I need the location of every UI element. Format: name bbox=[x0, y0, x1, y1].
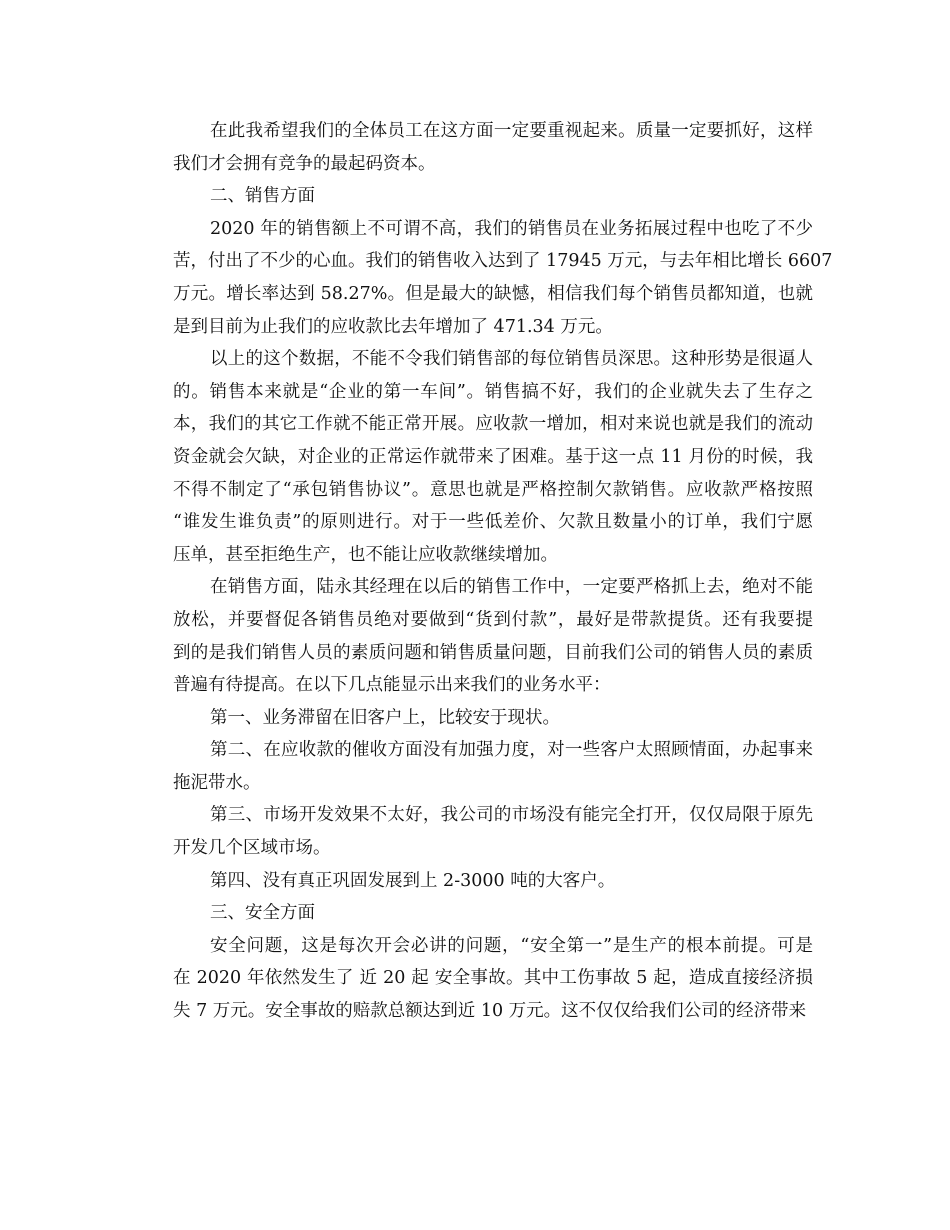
text-line: 在 2020 年依然发生了 近 20 起 安全事故。其中工伤事故 5 起，造成直接经济损 bbox=[173, 968, 813, 989]
paragraph bbox=[138, 734, 813, 799]
text-line: 不得不制定了“承包销售协议”。意思也就是严格控制欠款销售。应收款严格按照 bbox=[173, 479, 813, 500]
text-line: 安全问题，这是每次开会必讲的问题，“安全第一”是生产的根本前提。可是 bbox=[210, 935, 813, 956]
text-line: 苦，付出了不少的心血。我们的销售收入达到了 17945 万元，与去年相比增长 6607 bbox=[173, 251, 833, 272]
text-line: “谁发生谁负责”的原则进行。对于一些低差价、欠款且数量小的订单，我们宁愿 bbox=[173, 512, 813, 533]
text-line: 三、安全方面 bbox=[210, 903, 315, 924]
paragraph bbox=[138, 213, 833, 343]
section-heading bbox=[138, 897, 813, 930]
text-line: 第二、在应收款的催收方面没有加强力度，对一些客户太照顾情面，办起事来 bbox=[210, 740, 813, 761]
text-line: 本，我们的其它工作就不能正常开展。应收款一增加，相对来说也就是我们的流动 bbox=[173, 414, 813, 435]
paragraph bbox=[138, 799, 813, 864]
paragraph bbox=[138, 930, 813, 1028]
text-line: 第三、市场开发效果不太好，我公司的市场没有能完全打开，仅仅局限于原先 bbox=[210, 805, 813, 826]
section-heading bbox=[138, 180, 813, 213]
text-line: 压单，甚至拒绝生产，也不能让应收款继续增加。 bbox=[173, 544, 558, 565]
text-line: 拖泥带水。 bbox=[173, 772, 261, 793]
text-line: 的。销售本来就是“企业的第一车间”。销售搞不好，我们的企业就失去了生存之 bbox=[173, 381, 813, 402]
text-line: 放松，并要督促各销售员绝对要做到“货到付款”，最好是带款提货。还有我要提 bbox=[173, 609, 813, 630]
text-line: 在此我希望我们的全体员工在这方面一定要重视起来。质量一定要抓好，这样 bbox=[210, 121, 813, 141]
text-line: 到的是我们销售人员的素质问题和销售质量问题，目前我们公司的销售人员的素质 bbox=[173, 642, 813, 663]
text-line: 资金就会欠缺，对企业的正常运作就带来了困难。基于这一点 11 月份的时候，我 bbox=[173, 446, 813, 467]
text-line: 第四、没有真正巩固发展到上 2-3000 吨的大客户。 bbox=[210, 870, 616, 891]
text-line: 我们才会拥有竞争的最起码资本。 bbox=[173, 153, 436, 174]
text-line: 普遍有待提高。在以下几点能显示出来我们的业务水平： bbox=[173, 675, 611, 696]
text-line: 是到目前为止我们的应收款比去年增加了 471.34 万元。 bbox=[173, 316, 613, 337]
text-line: 万元。增长率达到 58.27%。但是最大的缺憾，相信我们每个销售员都知道，也就 bbox=[173, 283, 813, 304]
paragraph bbox=[138, 865, 813, 898]
text-line: 开发几个区域市场。 bbox=[173, 838, 331, 859]
text-line: 2020 年的销售额上不可谓不高，我们的销售员在业务拓展过程中也吃了不少 bbox=[210, 218, 813, 239]
text-line: 失 7 万元。安全事故的赔款总额达到近 10 万元。这不仅仅给我们公司的经济带来 bbox=[173, 1001, 807, 1022]
text-line: 以上的这个数据，不能不令我们销售部的每位销售员深思。这种形势是很逼人 bbox=[210, 349, 813, 370]
text-line: 二、销售方面 bbox=[210, 186, 315, 207]
paragraph bbox=[138, 115, 813, 180]
text-line: 第一、业务滞留在旧客户上，比较安于现状。 bbox=[210, 707, 560, 728]
text-line: 在销售方面，陆永其经理在以后的销售工作中，一定要严格抓上去，绝对不能 bbox=[210, 577, 813, 598]
paragraph bbox=[138, 571, 813, 701]
document-body bbox=[138, 115, 833, 1028]
paragraph bbox=[138, 702, 813, 735]
paragraph bbox=[138, 343, 813, 571]
